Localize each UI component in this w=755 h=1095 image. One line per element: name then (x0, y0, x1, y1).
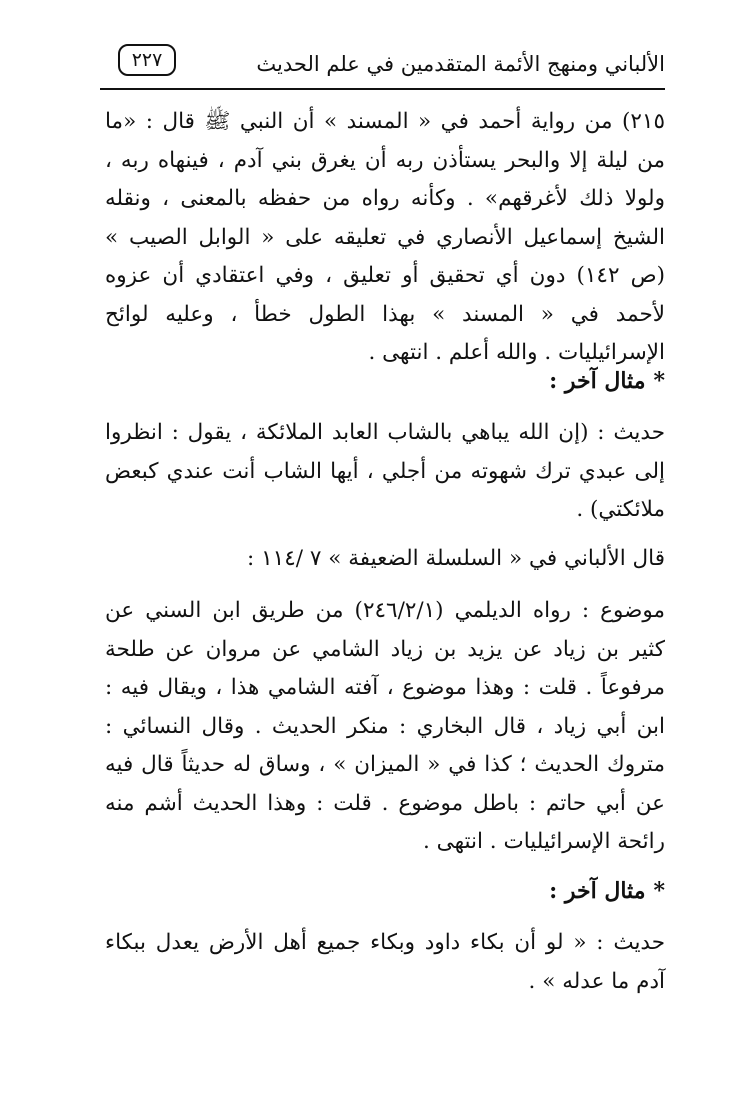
commentary-paragraph: موضوع : رواه الديلمي (٢٤٦/٢/١) من طريق ابن السني عن كثير بن زياد عن يزيد بن زياد الشامي عن مروان عن طلحة مرفوعاً . قلت : وهذا موضوع ، آفته الشامي هذا ، ويقال فيه : ابن أبي زياد ، قال البخاري : منكر الحديث . وقال النسائي : متروك الحديث ؛ كذا في « الميزان » ، وساق له حديثاً قال فيه عن أبي حاتم : باطل موضوع . قلت : وهذا الحديث أشم منه رائحة الإسرائيليات . انتهى . (105, 598, 665, 854)
footnote-paragraph: ٢١٥) من رواية أحمد في « المسند » أن النبي ﷺ قال : «ما من ليلة إلا والبحر يستأذن ربه أن يغرق بني آدم ، فينهاه ربه ، ولولا ذلك لأغرقهم» . وكأنه رواه من حفظه بالمعنى ، ونقله الشيخ إسماعيل الأنصاري في تعليقه على « الوابل الصيب » (ص ١٤٢) دون أي تحقيق أو تعليق ، وفي اعتقادي أن عزوه لأحمد في « المسند » بهذا الطول خطأ ، وعليه لوائح الإسرائيليات . والله أعلم . انتهى . (105, 109, 665, 365)
section-heading-label: مثال آخر : (549, 368, 646, 394)
section-heading (549, 368, 665, 394)
star-marker: * (653, 368, 665, 394)
star-marker: * (653, 878, 665, 904)
header-divider (100, 88, 665, 90)
citation-line: قال الألباني في « السلسلة الضعيفة » ٧ /١١٤ : (247, 546, 665, 571)
section-heading (549, 878, 665, 904)
hadith-text: حديث : « لو أن بكاء داود وبكاء جميع أهل الأرض يعدل ببكاء آدم ما عدله » . (105, 930, 665, 994)
page-header (100, 40, 665, 88)
hadith-text: حديث : (إن الله يباهي بالشاب العابد الملائكة ، يقول : انظروا إلى عبدي ترك شهوته من أجلي ، أيها الشاب أنت عندي كبعض ملائكتي) . (105, 420, 665, 522)
running-title: الألباني ومنهج الأئمة المتقدمين في علم الحديث (256, 52, 665, 76)
section-heading-label: مثال آخر : (549, 878, 646, 904)
page-number: ٢٢٧ (118, 44, 176, 76)
